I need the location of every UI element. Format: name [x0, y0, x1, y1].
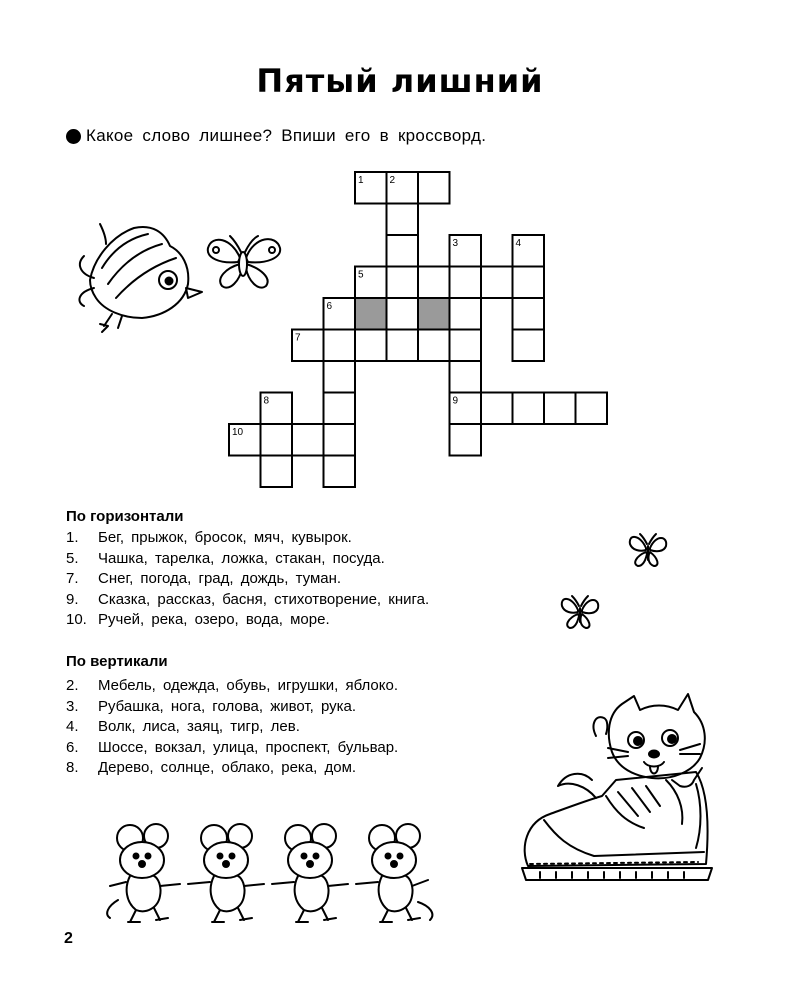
- crossword-cell[interactable]: [450, 298, 482, 330]
- clue-down-4: 4. Волк, лиса, заяц, тигр, лев.: [66, 718, 300, 735]
- small-butterfly-icon: [558, 592, 602, 634]
- crossword-cell[interactable]: [387, 235, 419, 267]
- across-heading: По горизонтали: [66, 508, 184, 525]
- crossword-clue-number: 4: [515, 238, 522, 249]
- clue-across-5: 5. Чашка, тарелка, ложка, стакан, посуда.: [66, 549, 385, 567]
- crossword-cell[interactable]: [544, 393, 576, 425]
- crossword-clue-number: 7: [295, 332, 301, 344]
- crossword-cell[interactable]: [418, 267, 450, 299]
- crossword-cell[interactable]: [481, 267, 513, 299]
- crossword-cell[interactable]: [450, 361, 482, 393]
- crossword-clue-number: 6: [326, 301, 333, 312]
- clue-down-2: 2. Мебель, одежда, обувь, игрушки, яблоко.: [66, 677, 399, 694]
- crossword-cell[interactable]: [355, 330, 387, 362]
- crossword-clue-number: 9: [452, 395, 459, 407]
- crossword-cell[interactable]: [513, 330, 545, 362]
- crossword-cell[interactable]: [513, 393, 545, 425]
- crossword-cell[interactable]: [387, 330, 419, 362]
- crossword-clue-number: 1: [358, 175, 364, 186]
- clue-across-7: 7. Снег, погода, град, дождь, туман.: [66, 570, 342, 587]
- crossword-clue-number: 3: [452, 238, 459, 249]
- crossword-cell[interactable]: [513, 298, 545, 330]
- clue-down-6: 6. Шоссе, вокзал, улица, проспект, бульвар.: [66, 738, 399, 756]
- clue-down-8: 8. Дерево, солнце, облако, река, дом.: [66, 759, 357, 776]
- crossword-cell[interactable]: [387, 298, 419, 330]
- clue-across-10: 10. Ручей, река, озеро, вода, море.: [66, 611, 330, 628]
- crossword-cell[interactable]: [387, 204, 419, 236]
- crossword-cell[interactable]: [261, 456, 293, 488]
- crossword-cell[interactable]: [513, 267, 545, 299]
- crossword-cell[interactable]: [418, 298, 450, 330]
- crossword-clue-number: 10: [232, 427, 244, 438]
- crossword-cell[interactable]: [324, 456, 356, 488]
- crossword-cell[interactable]: [261, 424, 293, 456]
- crossword-cell[interactable]: [418, 172, 450, 204]
- small-butterfly-icon: [626, 530, 670, 570]
- crossword-cell[interactable]: [481, 393, 513, 425]
- crossword-cell[interactable]: [387, 267, 419, 299]
- crossword-cell[interactable]: [324, 330, 356, 362]
- instruction-text: Какое слово лишнее? Впиши его в кроссворд.: [86, 126, 487, 145]
- crossword-cell[interactable]: [450, 424, 482, 456]
- crossword-cell[interactable]: [324, 393, 356, 425]
- crossword-clue-number: 8: [263, 395, 270, 407]
- clue-across-9: 9. Сказка, рассказ, басня, стихотворение, книга.: [66, 590, 430, 608]
- kitten-in-shoe-illustration: [516, 688, 722, 894]
- down-clues: [66, 676, 398, 779]
- down-heading: По вертикали: [66, 653, 168, 670]
- crossword-cell[interactable]: [324, 361, 356, 393]
- crossword-cell[interactable]: [324, 424, 356, 456]
- butterfly-illustration: [202, 228, 286, 294]
- page-title: Пятый лишний: [256, 62, 544, 100]
- crossword-clue-number: 2: [389, 175, 396, 186]
- mice-illustration: [100, 820, 450, 930]
- clue-down-3: 3. Рубашка, нога, голова, живот, рука.: [66, 697, 357, 715]
- bird-illustration: [72, 218, 212, 338]
- crossword-cell[interactable]: [450, 330, 482, 362]
- crossword-cell[interactable]: [355, 298, 387, 330]
- clue-across-1: 1. Бег, прыжок, бросок, мяч, кувырок.: [66, 529, 352, 546]
- crossword-cell[interactable]: [576, 393, 608, 425]
- crossword-cell[interactable]: [418, 330, 450, 362]
- across-clues: [66, 528, 429, 631]
- page-number: 2: [64, 930, 73, 947]
- crossword-cell[interactable]: [292, 424, 324, 456]
- crossword-cell[interactable]: [450, 267, 482, 299]
- crossword-clue-number: 5: [358, 269, 364, 281]
